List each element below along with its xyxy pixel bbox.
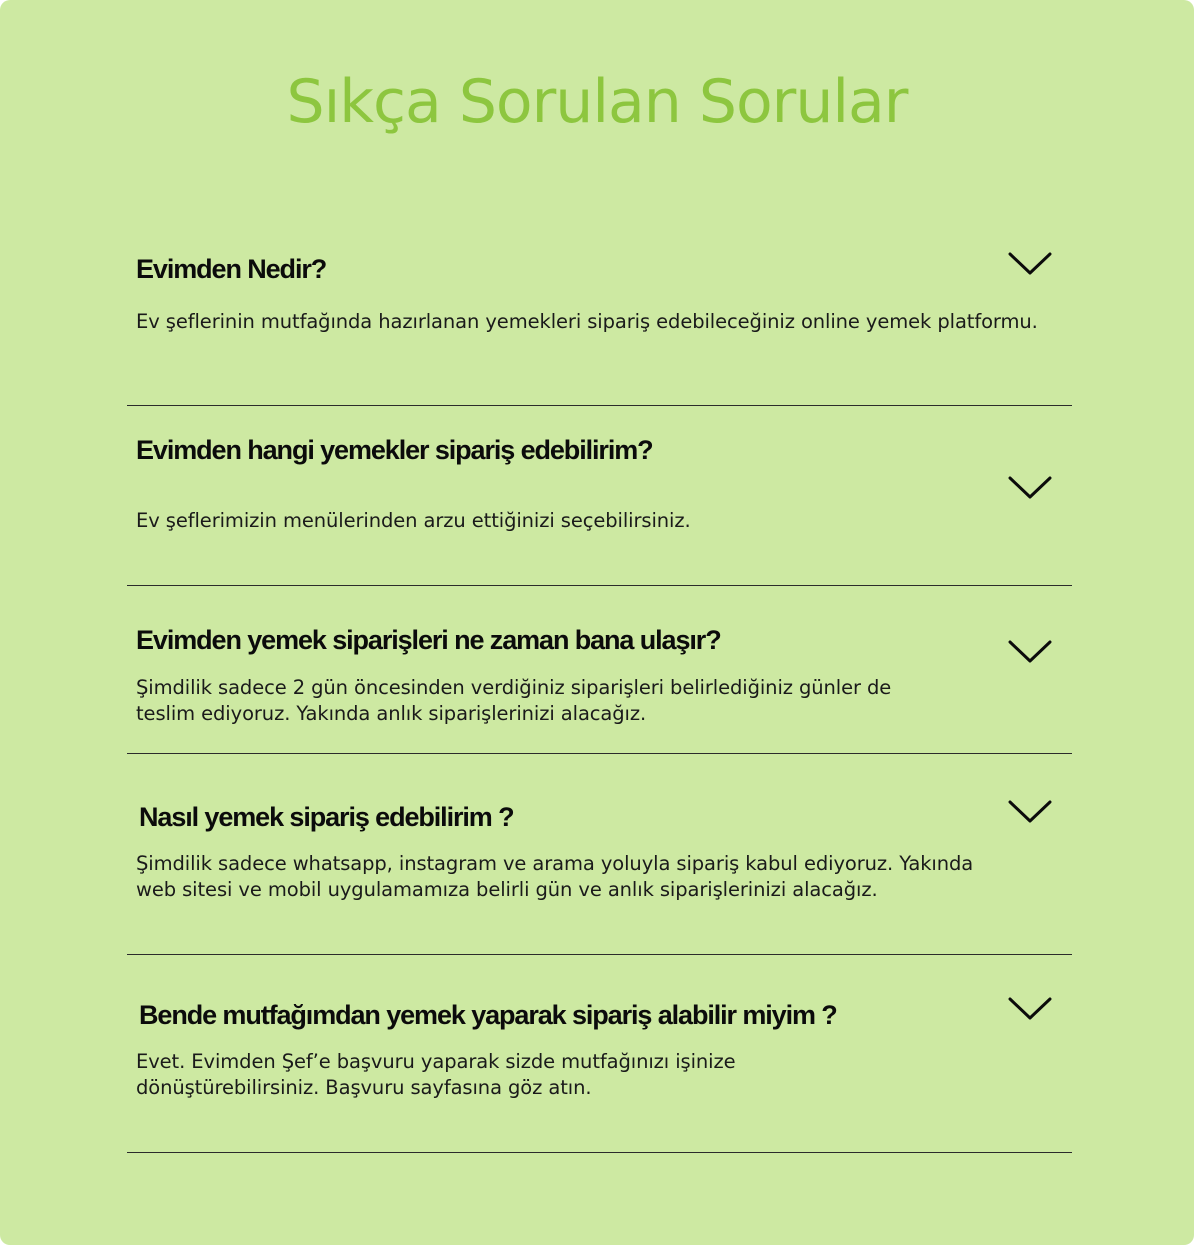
faq-toggle-button[interactable] [1008,250,1052,278]
faq-answer: Şimdilik sadece whatsapp, instagram ve arama yoluyla sipariş kabul ediyoruz. Yakında web sitesi ve mobil uygulamamıza belirli gün ve anlık siparişlerinizi alacağız. [136,852,974,901]
faq-question[interactable]: Evimden yemek siparişleri ne zaman bana ulaşır? [136,625,721,655]
faq-answer: Ev şeflerimizin menülerinden arzu ettiğinizi seçebilirsiniz. [136,509,691,532]
faq-answer: Evet. Evimden Şef’e başvuru yaparak sizde mutfağınızı işinize dönüştürebilirsiniz. Başvuru sayfasına göz atın. [136,1050,736,1099]
faq-question[interactable]: Evimden Nedir? [136,254,327,284]
faq-question[interactable]: Nasıl yemek sipariş edebilirim ? [139,802,514,832]
chevron-down-icon [1008,474,1052,502]
faq-item[interactable] [127,586,1072,753]
faq-item[interactable] [127,240,1072,405]
chevron-down-icon [1008,250,1052,278]
faq-item[interactable] [127,754,1072,954]
faq-divider [127,1152,1072,1153]
faq-answer: Şimdilik sadece 2 gün öncesinden verdiğiniz siparişleri belirlediğiniz günler de teslim ediyoruz. Yakında anlık siparişlerinizi alacağız. [136,676,892,725]
faq-toggle-button[interactable] [1008,995,1052,1023]
faq-toggle-button[interactable] [1008,638,1052,666]
faq-answer: Ev şeflerinin mutfağında hazırlanan yemekleri sipariş edebileceğiniz online yemek platformu. [136,310,1038,333]
chevron-down-icon [1008,798,1052,826]
chevron-down-icon [1008,995,1052,1023]
faq-question[interactable]: Bende mutfağımdan yemek yaparak sipariş alabilir miyim ? [139,1000,837,1030]
faq-title: Sıkça Sorulan Sorular [286,67,908,137]
faq-toggle-button[interactable] [1008,798,1052,826]
faq-toggle-button[interactable] [1008,474,1052,502]
faq-question[interactable]: Evimden hangi yemekler sipariş edebilirim? [136,435,653,465]
faq-item[interactable] [127,955,1072,1152]
chevron-down-icon [1008,638,1052,666]
faq-item[interactable] [127,406,1072,585]
